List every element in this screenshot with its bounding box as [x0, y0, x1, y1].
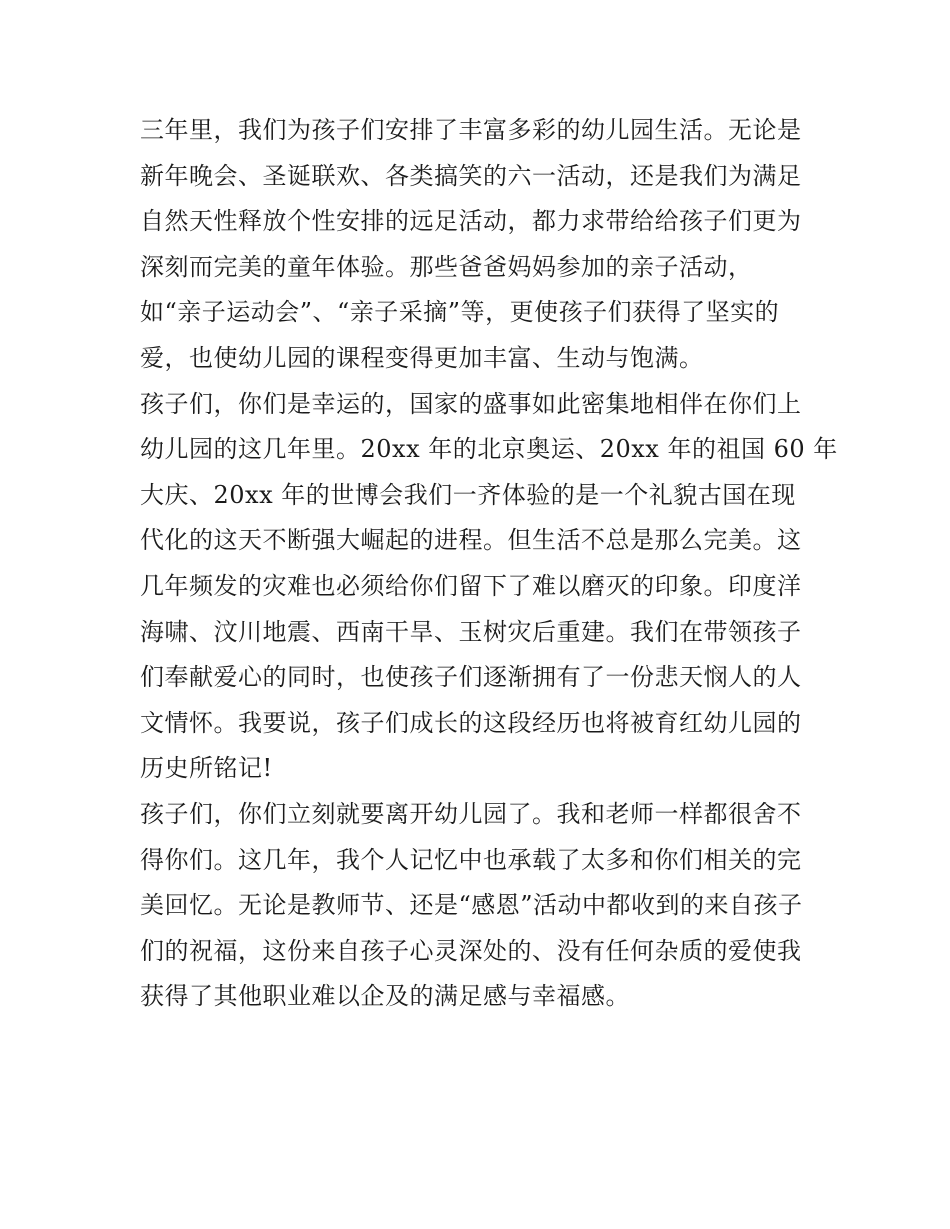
text-line: 几年频发的灾难也必须给你们留下了难以磨灭的印象。印度洋: [140, 571, 802, 600]
text-line: 幼儿园的这几年里。20xx 年的北京奥运、20xx 年的祖国 60 年: [140, 435, 838, 464]
text-line: 孩子们，你们是幸运的，国家的盛事如此密集地相伴在你们上: [140, 389, 802, 418]
text-line: 三年里，我们为孩子们安排了丰富多彩的幼儿园生活。无论是: [140, 116, 802, 144]
text-line: 大庆、20xx 年的世博会我们一齐体验的是一个礼貌古国在现: [140, 480, 796, 509]
text-line: 代化的这天不断强大崛起的进程。但生活不总是那么完美。这: [140, 526, 802, 555]
text-line: 文情怀。我要说，孩子们成长的这段经历也将被育红幼儿园的: [140, 708, 802, 737]
text-line: 爱，也使幼儿园的课程变得更加丰富、生动与饱满。: [140, 343, 704, 372]
text-line: 孩子们，你们立刻就要离开幼儿园了。我和老师一样都很舍不: [140, 799, 802, 828]
text-line: 新年晚会、圣诞联欢、各类搞笑的六一活动，还是我们为满足: [140, 161, 802, 190]
text-line: 如“亲子运动会”、“亲子采摘”等，更使孩子们获得了坚实的: [140, 298, 780, 327]
text-line: 们的祝福，这份来自孩子心灵深处的、没有任何杂质的爱使我: [140, 936, 802, 965]
text-line: 获得了其他职业难以企及的满足感与幸福感。: [140, 982, 630, 1011]
text-line: 得你们。这几年，我个人记忆中也承载了太多和你们相关的完: [140, 845, 802, 874]
body-text: [140, 108, 838, 1020]
text-line: 自然天性释放个性安排的远足活动，都力求带给给孩子们更为: [140, 207, 802, 236]
text-line: 们奉献爱心的同时，也使孩子们逐渐拥有了一份悲天悯人的人: [140, 663, 802, 692]
text-line: 深刻而完美的童年体验。那些爸爸妈妈参加的亲子活动，: [140, 252, 753, 281]
text-line: 历史所铭记!: [140, 754, 273, 783]
text-line: 美回忆。无论是教师节、还是“感恩”活动中都收到的来自孩子: [140, 891, 803, 920]
text-line: 海啸、汶川地震、西南干旱、玉树灾后重建。我们在带领孩子: [140, 617, 802, 646]
